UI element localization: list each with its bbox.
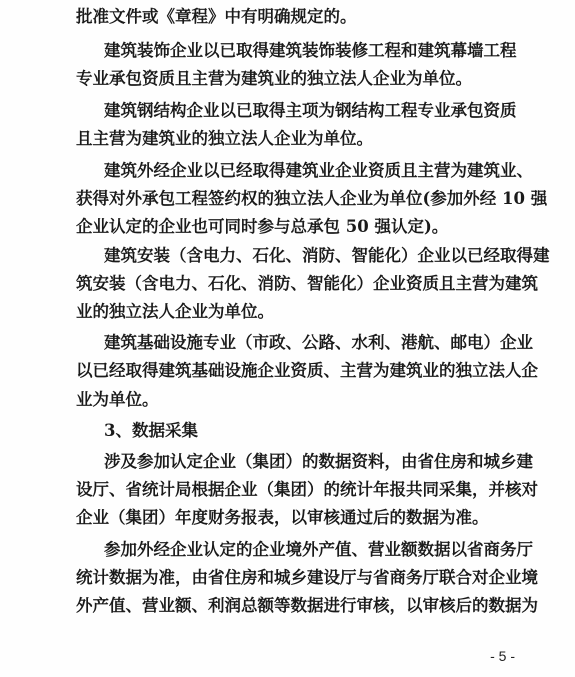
text-line: 涉及参加认定企业（集团）的数据资料，由省住房和城乡建 (104, 452, 533, 471)
text-line: 建筑基础设施专业（市政、公路、水利、港航、邮电）企业 (104, 333, 533, 352)
text-line: 业为单位。 (76, 390, 159, 409)
text-line: 业的独立法人企业为单位。 (76, 302, 274, 321)
text-line: 筑安装（含电力、石化、消防、智能化）企业资质且主营为建筑 (76, 274, 538, 293)
text-line: 企业认定的企业也可同时参与总承包 50 强认定)。 (76, 217, 449, 236)
text-line: 批准文件或《章程》中有明确规定的。 (76, 7, 357, 26)
text-line: 建筑装饰企业以已取得建筑装饰装修工程和建筑幕墙工程 (104, 41, 517, 60)
text-line: 建筑安装（含电力、石化、消防、智能化）企业以已经取得建 (104, 246, 550, 265)
section-heading: 3、数据采集 (104, 421, 198, 440)
text-line: 以已经取得建筑基础设施企业资质、主营为建筑业的独立法人企 (76, 361, 538, 380)
text-line: 建筑钢结构企业以已取得主项为钢结构工程专业承包资质 (104, 101, 517, 120)
text-line: 企业（集团）年度财务报表，以审核通过后的数据为准。 (76, 508, 489, 527)
page-number: - 5 - (490, 648, 515, 664)
text-line: 且主营为建筑业的独立法人企业为单位。 (76, 129, 373, 148)
text-line: 设厅、省统计局根据企业（集团）的统计年报共同采集，并核对 (76, 480, 538, 499)
text-line: 获得对外承包工程签约权的独立法人企业为单位(参加外经 10 强 (76, 189, 548, 208)
text-line: 参加外经企业认定的企业境外产值、营业额数据以省商务厅 (104, 540, 533, 559)
text-line: 建筑外经企业以已经取得建筑业企业资质且主营为建筑业、 (104, 161, 533, 180)
text-line: 外产值、营业额、利润总额等数据进行审核，以审核后的数据为 (76, 596, 538, 615)
text-line: 专业承包资质且主营为建筑业的独立法人企业为单位。 (76, 69, 472, 88)
text-line: 统计数据为准，由省住房和城乡建设厅与省商务厅联合对企业境 (76, 568, 538, 587)
